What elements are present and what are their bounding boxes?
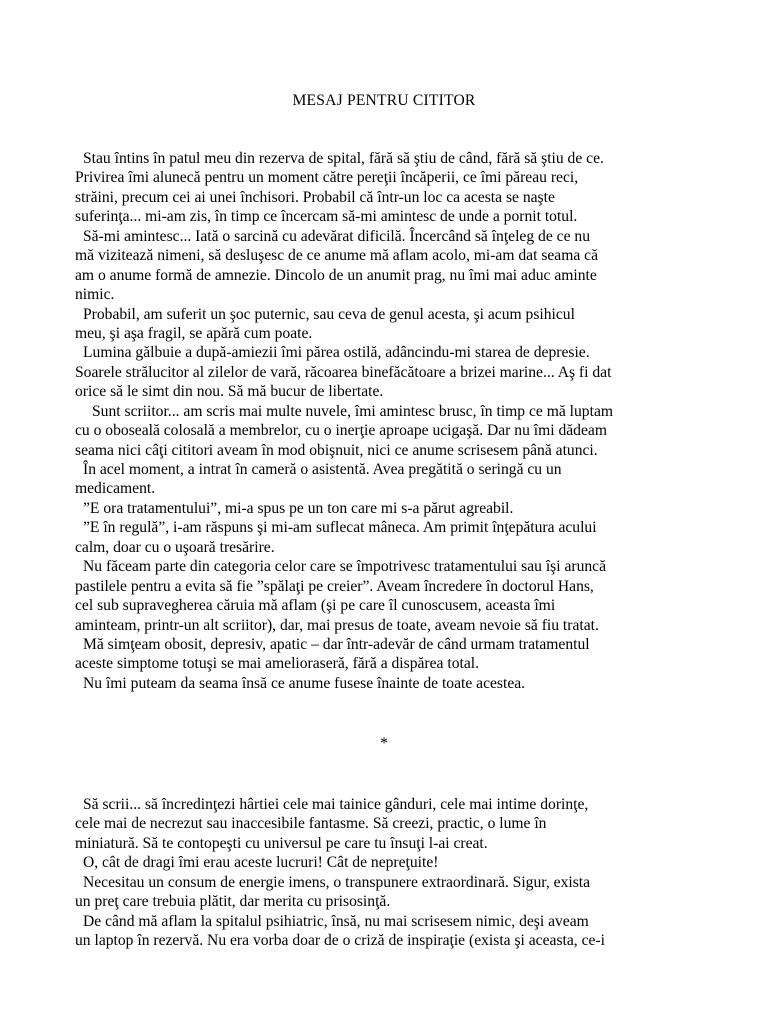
- text-line: miniatură. Să te contopeşti cu universul pe care tu însuţi l-ai creat.: [75, 834, 488, 852]
- text-line: Soarele strălucitor al zilelor de vară, răcoarea binefăcătoare a brizei marine... Aş fi dat: [75, 363, 612, 381]
- text-line: meu, şi aşa fragil, se apără cum poate.: [75, 324, 313, 342]
- text-line: cel sub supravegherea căruia mă aflam (şi pe care îl cunoscusem, aceasta îmi: [75, 597, 556, 615]
- text-line: Să scrii... să încredinţezi hârtiei cele mai tainice gânduri, cele mai intime dorinţe,: [83, 796, 589, 813]
- text-line: medicament.: [75, 480, 156, 498]
- text-line: ”E ora tratamentului”, mi-a spus pe un ton care mi s-a părut agreabil.: [83, 499, 514, 517]
- text-line: Nu îmi puteam da seama însă ce anume fusese înainte de toate acestea.: [83, 674, 526, 692]
- section-2-text: [75, 795, 695, 951]
- text-line: Nu făceam parte din categoria celor care se împotrivesc tratamentului sau îşi aruncă: [83, 558, 607, 576]
- text-line: Să-mi amintesc... Iată o sarcină cu adevărat dificilă. Încercând să înţeleg de ce nu: [83, 227, 590, 245]
- page-title: MESAJ PENTRU CITITOR: [292, 92, 476, 109]
- text-line: Mă simţeam obosit, depresiv, apatic – dar într-adevăr de când urmam tratamentul: [83, 635, 590, 653]
- text-line: un laptop în rezervă. Nu era vorba doar de o criză de inspiraţie (exista şi aceasta, ce-i: [75, 932, 605, 950]
- text-line: Privirea îmi alunecă pentru un moment către pereţii încăperii, ce îmi păreau reci,: [75, 169, 579, 187]
- text-line: Lumina gălbuie a după-amiezii îmi părea ostilă, adâncindu-mi starea de depresie.: [83, 344, 590, 362]
- text-line: calm, doar cu o uşoară tresărire.: [75, 538, 275, 556]
- text-line: Necesitau un consum de energie imens, o transpunere extraordinară. Sigur, exista: [83, 873, 591, 891]
- text-line: ”E în regulă”, i-am răspuns şi mi-am suflecat mâneca. Am primit înţepătura acului: [83, 519, 597, 537]
- text-line: Stau întins în patul meu din rezerva de spital, fără să ştiu de când, fără să ştiu de ce.: [83, 150, 604, 167]
- text-line: seama nici câţi cititori aveam în mod obişnuit, nici ce anume scrisesem până atunci.: [75, 441, 598, 459]
- text-line: Sunt scriitor... am scris mai multe nuvele, îmi amintesc brusc, în timp ce mă luptam: [92, 402, 613, 420]
- section-separator: *: [380, 735, 388, 752]
- text-line: un preţ care trebuia plătit, dar merita cu prisosinţă.: [75, 893, 391, 911]
- text-line: cele mai de necrezut sau inaccesibile fantasme. Să creezi, practic, o lume în: [75, 815, 547, 833]
- text-line: nimic.: [75, 286, 115, 304]
- section-1-text: [75, 149, 695, 693]
- text-line: mă vizitează nimeni, să desluşesc de ce anume mă aflam acolo, mi-am dat seama că: [75, 247, 599, 265]
- text-line: Probabil, am suferit un şoc puternic, sau ceva de genul acesta, şi acum psihicul: [83, 305, 575, 323]
- text-line: De când mă aflam la spitalul psihiatric, însă, nu mai scrisesem nimic, deşi aveam: [83, 912, 589, 930]
- text-line: orice să le simt din nou. Să mă bucur de libertate.: [75, 383, 384, 401]
- text-line: străini, precum cei ai unei închisori. Probabil că într-un loc ca acesta se naşte: [75, 188, 555, 206]
- text-line: am o anume formă de amnezie. Dincolo de un anumit prag, nu îmi mai aduc aminte: [75, 266, 597, 284]
- text-line: suferinţa... mi-am zis, în timp ce încercam să-mi amintesc de unde a pornit totul.: [75, 208, 578, 226]
- text-line: aceste simptome totuşi se mai amelioraseră, fără a dispărea total.: [75, 655, 479, 673]
- text-line: aminteam, printr-un alt scriitor), dar, mai presus de toate, aveam nevoie să fiu tratat.: [75, 616, 599, 634]
- text-line: pastilele pentru a evita să fie ”spălaţi pe creier”. Aveam încredere în doctorul Hans,: [75, 577, 594, 595]
- text-line: O, cât de dragi îmi erau aceste lucruri! Cât de nepreţuite!: [83, 854, 439, 872]
- text-line: cu o oboseală colosală a membrelor, cu o inerţie aproape ucigaşă. Dar nu îmi dădeam: [75, 422, 607, 440]
- text-line: În acel moment, a intrat în cameră o asistentă. Avea pregătită o seringă cu un: [83, 461, 562, 478]
